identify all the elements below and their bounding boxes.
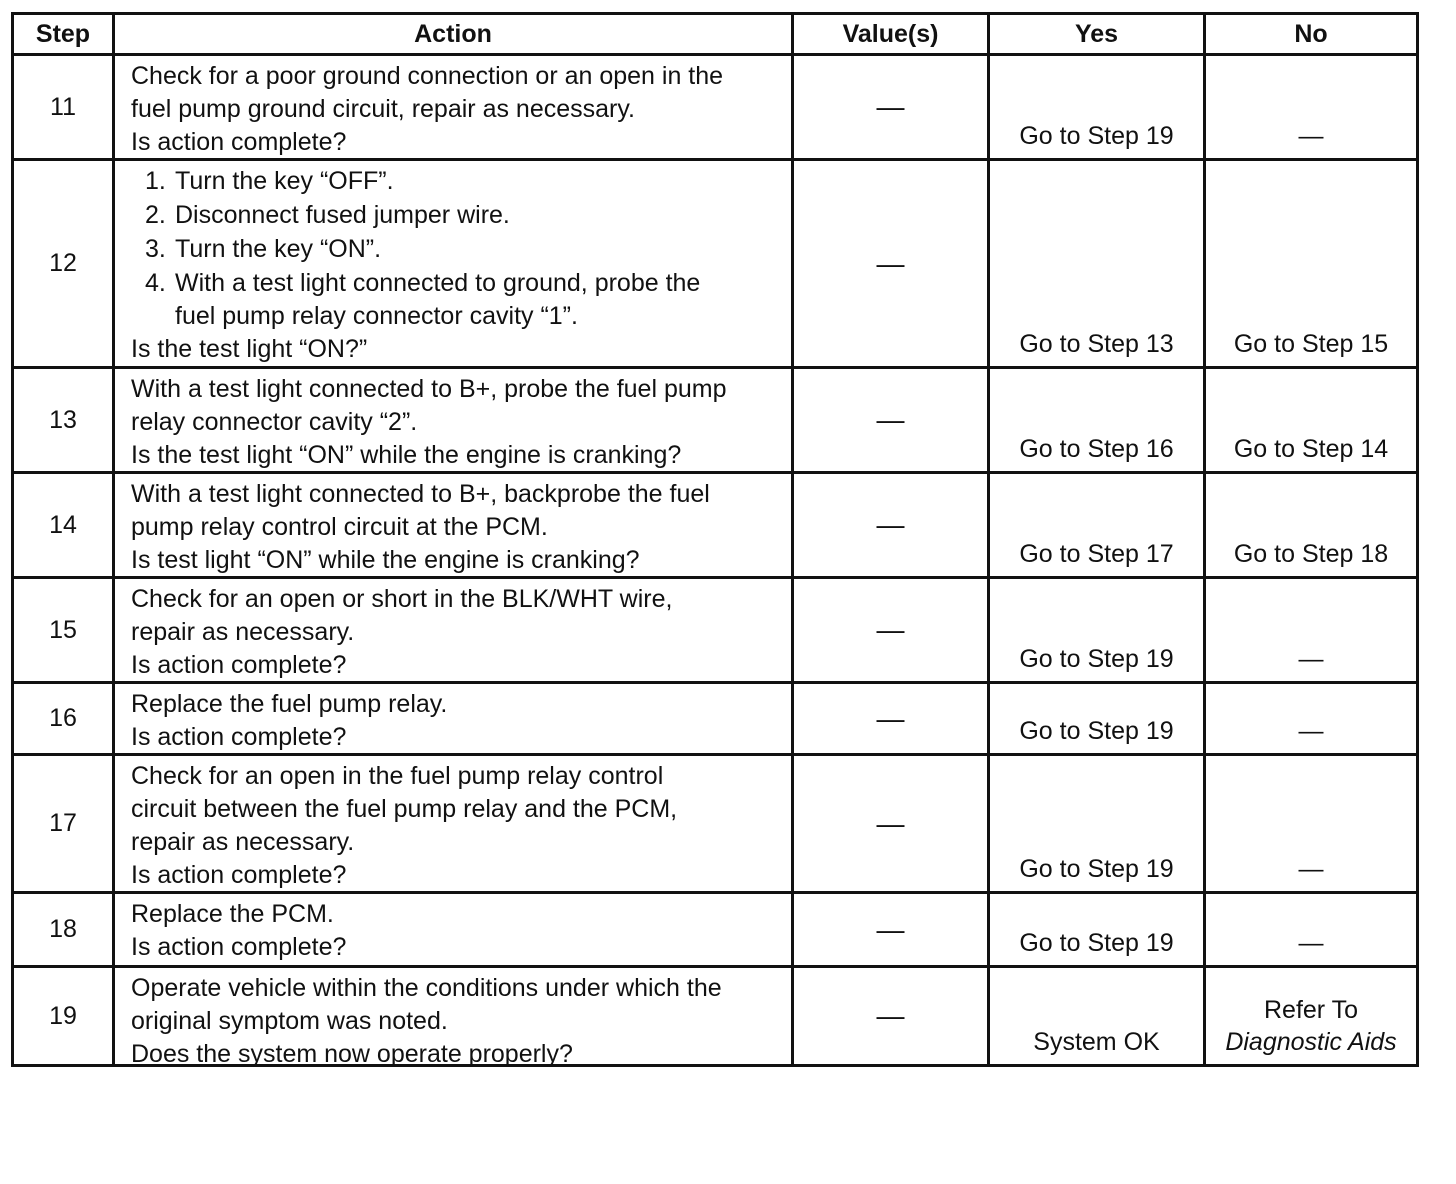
action-text (115, 968, 791, 1068)
yes-outcome: Go to Step 16 (1019, 435, 1174, 463)
yes-outcome: Go to Step 19 (1019, 717, 1174, 745)
yes-outcome: Go to Step 13 (1019, 330, 1174, 358)
no-outcome: — (1298, 717, 1324, 745)
value-cell: — (876, 1000, 905, 1031)
action-text (115, 756, 791, 891)
no-outcome (1206, 968, 1416, 1064)
no-outcome: — (1298, 929, 1324, 957)
diagnostic-table (11, 12, 1419, 1067)
action-line: With a test light connected to B+, probe the fuel pump (131, 375, 727, 403)
header-step: Step (35, 19, 91, 48)
yes-outcome: Go to Step 19 (1019, 929, 1174, 957)
step-number: 12 (49, 249, 77, 277)
value-cell: — (876, 404, 905, 435)
step-number: 15 (49, 615, 77, 644)
action-line: Replace the PCM. (131, 900, 334, 928)
column-divider (1203, 15, 1206, 1064)
action-line: Check for a poor ground connection or an open in the (131, 62, 724, 90)
step-number: 11 (50, 92, 76, 121)
column-divider (987, 15, 990, 1064)
step-number: 17 (49, 809, 77, 837)
action-text (115, 894, 791, 965)
action-text (115, 684, 791, 753)
action-line: original symptom was noted. (131, 1007, 448, 1035)
value-cell: — (876, 807, 905, 839)
action-question: Is the test light “ON?” (131, 335, 368, 363)
step-number: 14 (49, 510, 77, 539)
value-cell: — (876, 247, 905, 279)
action-line: Check for an open in the fuel pump relay control (131, 762, 664, 790)
action-question: Is the test light “ON” while the engine is cranking? (131, 441, 682, 469)
step-number: 13 (49, 405, 77, 434)
action-steps-list (131, 165, 785, 333)
action-text (115, 369, 791, 471)
header-no: No (1294, 19, 1328, 48)
list-item: 3. Turn the key “ON”. (145, 235, 382, 263)
column-divider (791, 15, 794, 1064)
action-line: Replace the fuel pump relay. (131, 690, 448, 718)
yes-outcome: Go to Step 17 (1019, 540, 1174, 568)
yes-outcome: Go to Step 19 (1019, 645, 1174, 673)
action-line: circuit between the fuel pump relay and the PCM, (131, 795, 678, 823)
action-line: Check for an open or short in the BLK/WHT wire, (131, 585, 673, 613)
value-cell: — (876, 91, 905, 122)
list-item: 4. With a test light connected to ground, probe the fuel pump relay connector cavity “1”. (145, 269, 701, 330)
yes-outcome: Go to Step 19 (1019, 855, 1174, 883)
action-line: repair as necessary. (131, 828, 355, 856)
action-text (115, 56, 791, 158)
yes-outcome: Go to Step 19 (1019, 122, 1174, 150)
action-line: pump relay control circuit at the PCM. (131, 513, 548, 541)
list-item: 2. Disconnect fused jumper wire. (145, 201, 510, 229)
value-cell: — (876, 509, 905, 540)
action-line: fuel pump ground circuit, repair as necessary. (131, 95, 635, 123)
column-divider (112, 15, 115, 1064)
header-action: Action (414, 19, 492, 48)
action-question: Is test light “ON” while the engine is cranking? (131, 546, 640, 574)
action-line: repair as necessary. (131, 618, 355, 646)
action-line: Operate vehicle within the conditions under which the (131, 974, 722, 1002)
action-question: Is action complete? (131, 861, 347, 889)
action-question: Is action complete? (131, 723, 347, 751)
no-outcome: Go to Step 15 (1233, 330, 1389, 358)
value-cell: — (876, 913, 905, 945)
list-item: 1. Turn the key “OFF”. (145, 167, 394, 195)
value-cell: — (876, 614, 905, 645)
yes-outcome: System OK (1033, 1028, 1160, 1056)
action-question: Is action complete? (131, 651, 347, 679)
action-line: relay connector cavity “2”. (131, 408, 418, 436)
action-text (115, 579, 791, 681)
action-text (115, 161, 791, 366)
header-values: Value(s) (842, 19, 939, 48)
step-number: 19 (49, 1001, 77, 1030)
action-question: Is action complete? (131, 933, 347, 961)
action-line: With a test light connected to B+, backprobe the fuel (131, 480, 710, 508)
header-yes: Yes (1074, 19, 1119, 48)
step-number: 18 (49, 915, 77, 943)
no-outcome: Go to Step 18 (1233, 540, 1389, 568)
diagnostic-aids-reference: Diagnostic Aids (1225, 1028, 1397, 1056)
step-number: 16 (49, 704, 77, 732)
no-outcome: Go to Step 14 (1233, 435, 1389, 463)
no-outcome: — (1298, 855, 1324, 883)
action-question: Does the system now operate properly? (131, 1040, 573, 1068)
action-question: Is action complete? (131, 128, 347, 156)
no-outcome: — (1298, 645, 1324, 673)
action-text (115, 474, 791, 576)
no-outcome-line: Refer To (1263, 996, 1359, 1024)
value-cell: — (876, 702, 905, 734)
no-outcome: — (1298, 122, 1324, 150)
